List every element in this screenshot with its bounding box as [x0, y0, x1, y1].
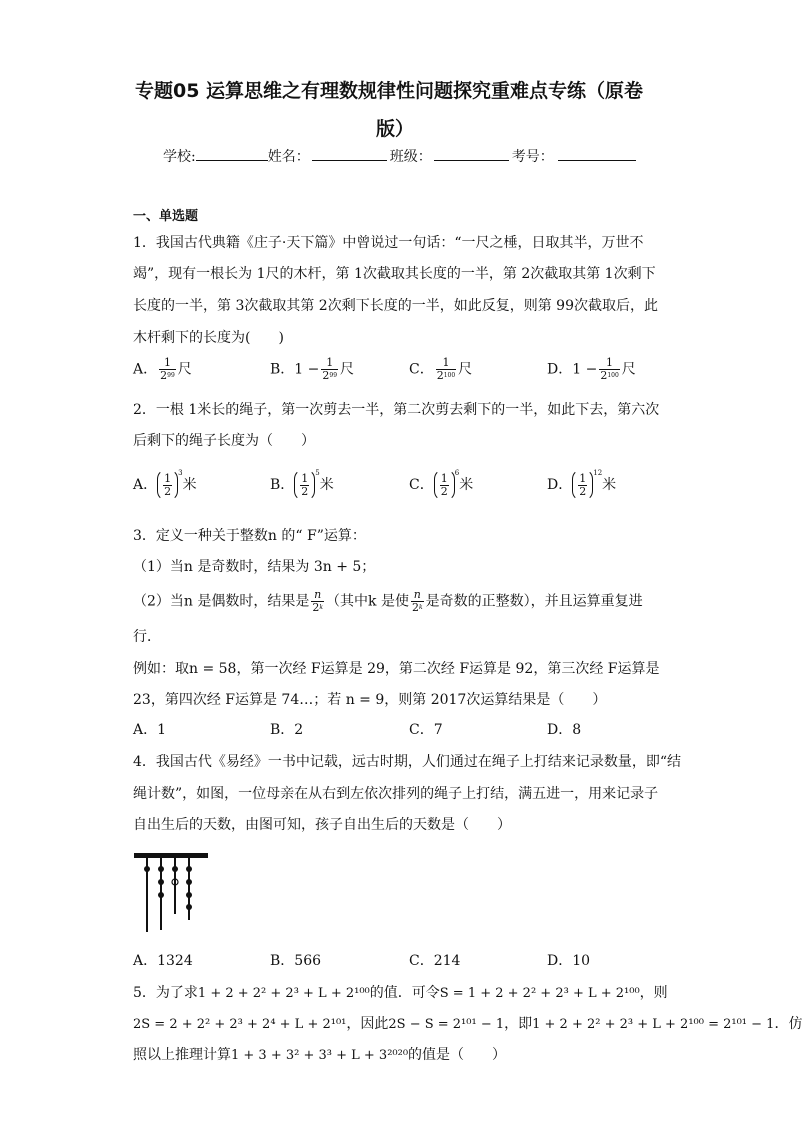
unit: 尺 [458, 361, 473, 378]
q5-text: ，因此 [346, 1016, 389, 1032]
frac-num: 1 [440, 471, 448, 485]
frac-num: n [411, 589, 424, 602]
frac-num: 1 [321, 357, 338, 370]
frac-exp: 99 [329, 372, 338, 379]
q3-option-a[interactable]: A．1 [133, 722, 167, 738]
class-blank [434, 146, 509, 161]
page-title: 专题05 运算思维之有理数规律性问题探究重难点专练（原卷 [135, 80, 644, 102]
exam-no-label: 考号： [511, 149, 554, 165]
knot [144, 866, 150, 872]
q5-text: ，即 [504, 1016, 533, 1032]
frac-den: 2 [579, 484, 587, 498]
unit: 米 [602, 477, 617, 493]
exponent: 3 [178, 469, 183, 477]
name-blank [312, 146, 387, 161]
q4-line3: 自出生后的天数，由图可知，孩子自出生后的天数是（ ） [133, 817, 511, 833]
q2-option-d[interactable] [547, 469, 616, 501]
knot [186, 904, 192, 910]
frac-exp: 99 [167, 372, 175, 379]
frac-num: 1 [164, 471, 172, 485]
frac-den: 2 [301, 484, 309, 498]
frac-den: 2 [322, 369, 330, 382]
option-label: D．1 − [547, 361, 598, 378]
q1-option-c[interactable] [409, 357, 472, 382]
exam-no-blank [558, 146, 636, 161]
exponent: 6 [454, 469, 460, 477]
q3-line4: 行． [133, 629, 161, 645]
q2-option-a[interactable] [133, 469, 197, 501]
q3-line3-part1: （2）当n 是偶数时，结果是 [133, 593, 310, 610]
exponent: 5 [315, 469, 320, 477]
q3-option-b[interactable]: B．2 [270, 722, 304, 738]
name-label: 姓名： [267, 149, 310, 165]
q5-text: 的值是（ ） [408, 1047, 507, 1063]
q3-line2: （1）当n 是奇数时，结果为 3n + 5； [133, 559, 376, 575]
q3-line3 [133, 589, 643, 614]
frac-den: 2 [411, 601, 419, 614]
q3-line3-part2: （其中k 是使 [326, 593, 409, 610]
q1-line1: 1．我国古代典籍《庄子·天下篇》中曾说过一句话：“一尺之棰，日取其半，万世不 [133, 235, 644, 251]
frac-num: 1 [599, 357, 619, 370]
q5-text: ．仿 [774, 1016, 802, 1032]
class-label: 班级： [389, 149, 432, 165]
knot [158, 866, 164, 872]
knot [186, 866, 192, 872]
q4-option-a[interactable]: A．1324 [133, 953, 193, 969]
frac-den: 2 [436, 369, 444, 382]
unit: 米 [182, 477, 197, 493]
q4-option-b[interactable]: B．566 [270, 953, 322, 969]
frac-den: 2 [312, 601, 320, 614]
knot [186, 892, 192, 898]
q5-expr: 2S = 2 + 2² + 2³ + 2⁴ + L + 2¹⁰¹ [133, 1017, 347, 1032]
q5-expr: 1 + 2 + 2² + 2³ + L + 2¹⁰⁰ [197, 986, 370, 1001]
frac-num: 1 [579, 471, 587, 485]
q3-line6: 23，第四次经 F运算是 74…；若 n = 9，则第 2017次运算结果是（ ） [133, 692, 607, 708]
q2-option-c[interactable] [409, 469, 473, 501]
q5-text: ，则 [639, 985, 668, 1001]
option-label: B．1 − [270, 361, 320, 378]
q5-text: 的值．可令 [369, 985, 440, 1001]
knot [158, 879, 164, 885]
section-heading: 一、单选题 [133, 209, 199, 224]
knotted-rope-figure [133, 852, 211, 934]
frac-exp: k [418, 604, 423, 611]
unit: 米 [319, 477, 334, 493]
q2-option-b[interactable] [270, 469, 334, 501]
frac-den: 2 [600, 369, 608, 382]
q5-expr: 2S − S = 2¹⁰¹ − 1 [388, 1017, 505, 1032]
unit: 米 [459, 477, 474, 493]
q5-line2 [133, 1014, 802, 1035]
option-label: D． [547, 477, 573, 493]
q3-option-d[interactable]: D．8 [547, 722, 582, 738]
q1-line4: 木杆剩下的长度为( ) [133, 330, 284, 346]
frac-exp: k [319, 604, 324, 611]
q3-option-c[interactable]: C．7 [409, 722, 443, 738]
info-line [163, 146, 636, 167]
q3-line3-part3: 是奇数的正整数），并且运算重复进 [425, 593, 643, 610]
option-label: B． [270, 477, 295, 493]
q1-line2: 竭”，现有一根长为 1尺的木杆，第 1次截取其长度的一半，第 2次截取其第 1次剩下 [133, 266, 656, 282]
q3-line5: 例如：取n = 58，第一次经 F运算是 29，第二次经 F运算是 92，第三次经 F运算是 [133, 661, 660, 677]
frac-num: 1 [159, 357, 176, 370]
q2-line1: 2．一根 1米长的绳子，第一次剪去一半，第二次剪去剩下的一半，如此下去，第六次 [133, 402, 660, 418]
q1-option-b[interactable] [270, 357, 354, 382]
q1-line3: 长度的一半，第 3次截取其第 2次剩下长度的一半，如此反复，则第 99次截取后，此 [133, 298, 658, 314]
q5-expr: S = 1 + 2 + 2² + 2³ + L + 2¹⁰⁰ [439, 986, 640, 1001]
frac-den: 2 [164, 484, 172, 498]
school-label: 学校: [163, 149, 196, 165]
page-title-cont: 版） [376, 118, 415, 140]
frac-num: n [311, 589, 324, 602]
option-label: A． [133, 477, 158, 493]
frac-den: 2 [440, 484, 448, 498]
unit: 尺 [621, 361, 636, 378]
frac-num: 1 [301, 471, 309, 485]
q3-line1: 3．定义一种关于整数n 的“ F”运算： [133, 528, 366, 544]
frac-exp: 100 [607, 372, 619, 379]
q5-expr: 1 + 2 + 2² + 2³ + L + 2¹⁰⁰ = 2¹⁰¹ − 1 [532, 1017, 775, 1032]
rope-bar [134, 853, 208, 858]
q5-expr: 1 + 3 + 3² + 3³ + L + 3²⁰²⁰ [231, 1048, 409, 1063]
q4-option-d[interactable]: D．10 [547, 953, 591, 969]
q4-line1: 4．我国古代《易经》一书中记载，远古时期，人们通过在绳子上打结来记录数量，即“结 [133, 754, 682, 770]
q4-line2: 绳计数”，如图，一位母亲在从右到左依次排列的绳子上打结，满五进一，用来记录子 [133, 786, 659, 802]
q1-option-d[interactable] [547, 357, 636, 382]
frac-den: 2 [160, 369, 168, 382]
knot [172, 866, 178, 872]
q5-line3 [133, 1045, 506, 1066]
school-blank [196, 146, 268, 161]
frac-exp: 100 [443, 372, 456, 379]
q4-option-c[interactable]: C．214 [409, 953, 461, 969]
option-label: A． [133, 361, 158, 378]
exponent: 12 [593, 469, 603, 477]
unit: 尺 [340, 361, 355, 378]
q5-text: 照以上推理计算 [133, 1047, 231, 1063]
unit: 尺 [177, 361, 192, 378]
knot [158, 892, 164, 898]
option-label: C． [409, 361, 434, 378]
q5-text: 5．为了求 [133, 985, 198, 1001]
q1-option-a[interactable] [133, 357, 192, 382]
option-label: C． [409, 477, 434, 493]
knot [186, 879, 192, 885]
frac-num: 1 [436, 357, 456, 370]
q5-line1 [133, 983, 668, 1004]
q2-line2: 后剩下的绳子长度为（ ） [133, 433, 315, 449]
